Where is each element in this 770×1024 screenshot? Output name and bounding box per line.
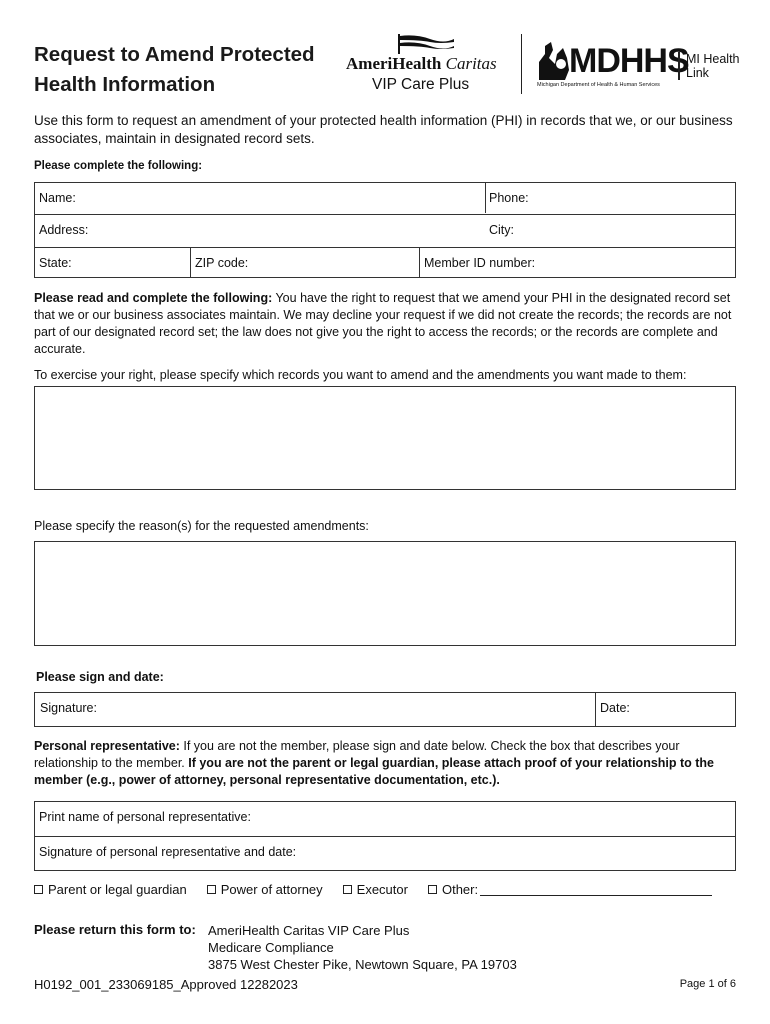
zip-field[interactable] [191,248,419,278]
rep-print-name-field[interactable] [35,802,735,836]
flag-icon [396,34,456,54]
rep-table [34,801,736,871]
page-number: Page 1 of 6 [679,978,736,990]
rep-print-name-label: Print name of personal representative: [39,810,251,824]
rep-signature-label: Signature of personal representative and date: [39,845,297,859]
footer-code: H0192_001_233069185_Approved 12282023 [34,977,298,992]
member-id-field[interactable] [420,248,735,278]
mdhhs-subtitle: Michigan Department of Health & Human Services [537,82,660,88]
page-title [34,40,315,100]
member-info-table [34,182,736,278]
amerihealth-wordmark: AmeriHealth Caritas [346,54,497,73]
complete-heading: Please complete the following: [34,160,203,172]
poa-label: Power of attorney [220,882,323,897]
reasons-textarea[interactable] [34,541,736,646]
rep-text: If you are not the member, please sign and date below. Check the box that describes your relationship to the member. [34,739,680,770]
return-address-line-2: Medicare Compliance [208,940,334,955]
rights-heading: Please read and complete the following: [34,291,273,305]
checkbox-icon [428,885,437,894]
poa-checkbox[interactable] [207,882,323,897]
address-label: Address: [39,223,89,237]
parent-checkbox[interactable] [34,882,187,897]
return-address-line-3: 3875 West Chester Pike, Newtown Square, PA 19703 [208,957,517,972]
rep-bold-text: If you are not the parent or legal guardian, please attach proof of your relationship to the member (e.g., power of attorney, personal representative documentation, etc.). [34,756,715,787]
signature-table [34,692,736,727]
checkbox-icon [34,885,43,894]
address-field[interactable] [35,215,485,247]
signature-field[interactable] [35,693,595,726]
return-address [208,922,517,973]
zip-label: ZIP code: [195,256,249,270]
state-label: State: [39,256,72,270]
other-label: Other: [441,882,479,897]
executor-checkbox[interactable] [343,882,408,897]
sign-heading: Please sign and date: [36,670,164,684]
title-line-1: Request to Amend Protected [34,43,315,66]
return-address-line-1: AmeriHealth Caritas VIP Care Plus [208,923,410,938]
rep-signature-field[interactable] [35,837,735,870]
rights-text: You have the right to request that we amend your PHI in the designated record set that we or our business associates maintain. We may decline your request if we did not create the records; the records are not part of our designated record set; the law does not give you the right to access the records; or the records are complete and accurate. [34,291,732,356]
mi-health-line-2: Link [686,66,709,80]
mi-health-link-logo [678,52,740,80]
vip-care-plus-wordmark: VIP Care Plus [372,76,470,93]
title-line-2: Health Information [34,73,216,96]
rep-heading: Personal representative: [34,739,180,753]
mdhhs-logo [537,36,689,92]
records-amendment-textarea[interactable] [34,386,736,490]
michigan-icon [537,40,571,82]
specify-records-label: To exercise your right, please specify which records you want to amend and the amendments you want made to them: [34,368,687,382]
relationship-checkboxes [34,882,712,897]
checkbox-icon [343,885,352,894]
mi-health-line-1: MI Health [686,52,740,66]
signature-label: Signature: [40,701,97,715]
amerihealth-logo [346,34,504,96]
name-label: Name: [39,191,76,205]
state-field[interactable] [35,248,190,278]
rights-paragraph [34,290,740,358]
checkbox-icon [207,885,216,894]
city-label: City: [489,223,514,237]
mdhhs-wordmark: MDHHS [569,42,689,80]
other-checkbox[interactable] [428,882,712,897]
city-field[interactable] [485,215,735,247]
member-id-label: Member ID number: [424,256,536,270]
intro-text: Use this form to request an amendment of your protected health information (PHI) in records that we, or our business associates, maintain in designated record sets. [34,113,733,146]
date-field[interactable] [596,693,735,726]
parent-label: Parent or legal guardian [48,882,187,897]
name-field[interactable] [35,183,485,214]
phone-label: Phone: [489,191,529,205]
other-input-line[interactable] [480,883,712,896]
logo-divider [521,34,522,94]
executor-label: Executor [356,882,408,897]
specify-reasons-label: Please specify the reason(s) for the requested amendments: [34,519,369,533]
rep-paragraph [34,738,740,789]
date-label: Date: [600,701,630,715]
return-label: Please return this form to: [34,922,196,937]
phone-field[interactable] [485,183,735,214]
